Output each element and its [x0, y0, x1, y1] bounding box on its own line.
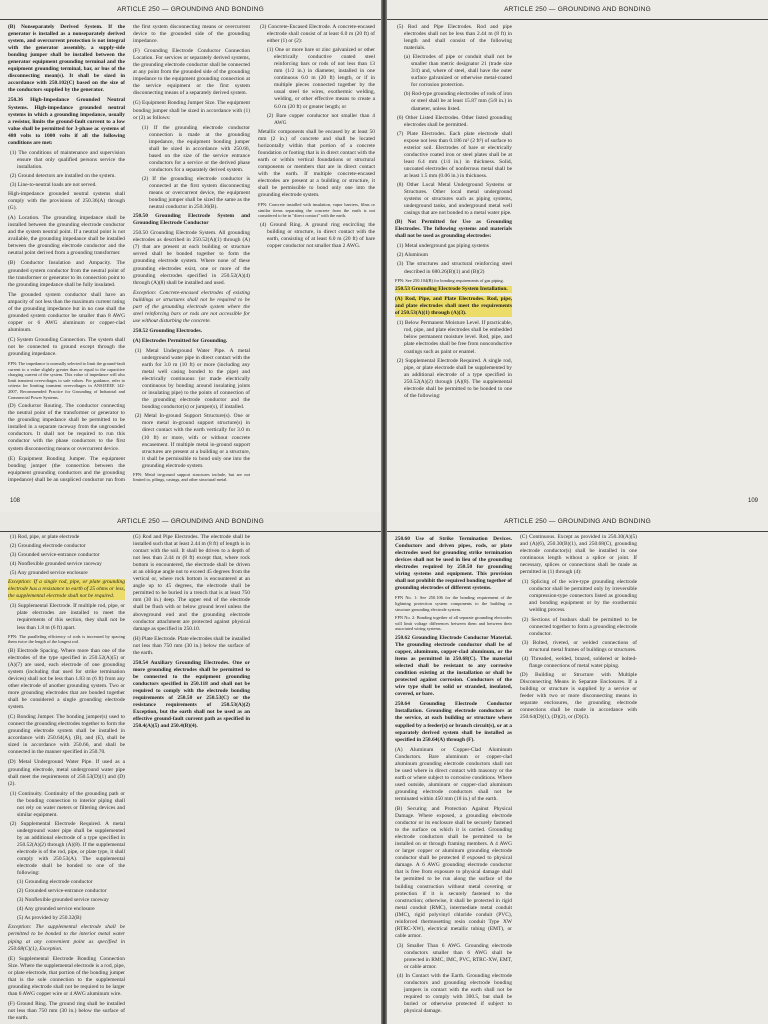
- exception-note: Exception: Concrete-encased electrodes of existing buildings or structures shall not be required to be part of the grounding electrode system where the steel reinforcing bars or rods are not accessible for use without disturbing the concrete.: [133, 289, 250, 324]
- exception-note: Exception: The supplemental electrode shall be permitted to be bonded to the interior metal water piping at any convenient point as specified in 250.68(C)(1), Exception.: [8, 924, 125, 952]
- fine-print-note: FPN: Metal in-ground support structures include, but are not limited to, pilings, casings, and other structural metal.: [133, 471, 250, 483]
- list-item: (7) Plate Electrodes. Each plate electrode shall expose not less than 0.186 m² (2 ft²) of surface to exterior soil. Electrodes of bare or electrically conductive coated iron or steel plates shall be at least 6.4 mm (1/4 in.) in thickness. Solid, uncoated electrodes of nonferrous metal shall be at least 1.5 mm (0.06 in.) in thickness.: [397, 130, 512, 179]
- paragraph: (G) Rod and Pipe Electrodes. The electrode shall be installed such that at least 2.44 m (8 ft) of length is in contact with the soil. It shall be driven to a depth of not less than 2.44 m (8 ft) except that, where rock bottom is encountered, the electrode shall be driven at an oblique angle not to exceed 45 degrees from the vertical or, where rock bottom is encountered at an angle up to 45 degrees, the electrode shall be permitted to be buried in a trench that is at least 750 mm (30 in.) deep. The upper end of the electrode shall be flush with or below ground level unless the aboveground end and the grounding electrode conductor attachment are protected against physical damage as specified in 250.10.: [133, 534, 250, 632]
- list-item: (1) Rod, pipe, or plate electrode: [10, 534, 80, 540]
- paragraph: (C) System Grounding Connection. The system shall not be connected to ground except through the grounding impedance.: [8, 336, 125, 358]
- paragraph: 250.50 Grounding Electrode System. All grounding electrodes as described in 250.52(A)(1) through (A)(7) that are present at each building or structure served shall be bonded together to form the grounding electrode system. Where none of these grounding electrodes exist, one or more of the grounding electrodes specified in 250.52(A)(4) through (A)(8) shall be installed and used.: [133, 230, 250, 286]
- fine-print-note: FPN: The impedance is normally selected to limit the ground-fault current to a value slightly greater than or equal to the capacitive charging current of the system. This value of impedance will also limit transient overvoltages to safe values. For guidance, refer to criteria for limiting transient overvoltages in ANSI/IEEE 142-2007, Recommended Practice for Grounding of Industrial and Commercial Power Systems.: [8, 361, 125, 400]
- paragraph: High-impedance grounded neutral systems shall comply with the provisions of 250.36(A) through (G).: [8, 191, 125, 212]
- section-heading: 250.62 Grounding Electrode Conductor Material. The grounding electrode conductor shall be of copper, aluminum, copper-clad aluminum, or the items as permitted in 250.68(C). The material selected shall be resistant to any corrosive condition existing at the installation or shall be protected against corrosion. Conductors of the wire type shall be solid or stranded, insulated, covered, or bare.: [395, 634, 512, 698]
- list-item: (1) Continuity. Continuity of the grounding path or the bonding connection to interior piping shall not rely on water meters or filtering devices and similar equipment.: [10, 790, 125, 818]
- list-item: (1) The conditions of maintenance and supervision ensure that only qualified persons service the installation.: [10, 149, 125, 170]
- paragraph: (A) Location. The grounding impedance shall be installed between the grounding electrode conductor and the system neutral point. If a neutral point is not available, the grounding impedance shall be installed between the grounding electrode conductor and the neutral point derived from a grounding transformer.: [8, 215, 125, 257]
- paragraph: Metallic components shall be encased by at least 50 mm (2 in.) of concrete and shall be located horizontally within that portion of a concrete foundation or footing that is in direct contact with the earth or within vertical foundations or structural components or members that are in direct contact with the earth. If multiple concrete-encased electrodes are present at a building or structure, it shall be permissible to bond only one into the grounding electrode system.: [258, 128, 375, 199]
- paragraph: (G) Equipment Bonding Jumper Size. The equipment bonding jumper shall be sized in accordance with (1) or (2) as follows:: [133, 100, 250, 121]
- running-header: ARTICLE 250 — GROUNDING AND BONDING: [0, 6, 381, 20]
- list-item: (3) Nonflexible grounded service raceway: [17, 897, 109, 904]
- list-item: (5) Rod and Pipe Electrodes. Rod and pipe electrodes shall not be less than 2.44 m (8 ft) in length and shall consist of the following materials.: [397, 24, 512, 52]
- paragraph: (C) Bonding Jumper. The bonding jumper(s) used to connect the grounding electrodes together to form the grounding electrode system shall be installed in accordance with 250.64(A), (B), and (E), shall be sized in accordance with 250.66, and shall be connected in the manner specified in 250.70.: [8, 714, 125, 756]
- page-number: 108: [10, 498, 21, 504]
- text-columns: [8, 534, 375, 1024]
- subsection-paragraph: (B) Not Permitted for Use as Grounding Electrodes. The following systems and materials shall not be used as grounding electrodes:: [395, 219, 512, 240]
- list-item: (b) Rod-type grounding electrodes of rods of iron or steel shall be at least 15.87 mm (5/8 in.) in diameter, unless listed.: [404, 91, 512, 112]
- paragraph: (B) Securing and Protection Against Physical Damage. Where exposed, a grounding electrode conductor or its enclosure shall be securely fastened to the surface on which it is carried. Grounding electrode conductors shall be permitted to be installed on or through framing members. A 4 AWG or larger copper or aluminum grounding electrode conductor shall be protected if exposed to physical damage. A 6 AWG grounding electrode conductor that is free from exposure to physical damage shall be permitted to be run along the surface of the building construction without metal covering or protection if it is securely fastened to the construction; otherwise, it shall be protected in rigid metal conduit (RMC), intermediate metal conduit (IMC), rigid polyvinyl chloride conduit (PVC), reinforced thermosetting resin conduit Type XW (RTRC-XW), electrical metallic tubing (EMT), or cable armor.: [395, 806, 512, 939]
- fine-print-note: FPN No. 1: See 250.106 for the bonding requirement of the lightning protection system components to the building or structure grounding electrode system.: [395, 595, 512, 612]
- subsection-paragraph: (A) Electrodes Permitted for Grounding.: [133, 337, 228, 344]
- bottom-spread: [0, 512, 768, 1024]
- list-item: (8) Other Local Metal Underground Systems or Structures. Other local metal underground systems or structures such as piping systems, underground tanks, and underground metal well casings that are not bonded to a metal water pipe.: [397, 181, 512, 217]
- list-item: (5) As provided by 250.32(B): [17, 915, 82, 922]
- paragraph: (H) Plate Electrode. Plate electrodes shall be installed not less than 750 mm (30 in.) below the surface of the earth.: [133, 635, 250, 656]
- list-item: (1) Grounding electrode conductor: [17, 879, 93, 886]
- highlighted-section-heading: 250.53 Grounding Electrode System Installation.: [395, 286, 512, 293]
- paragraph: (F) Grounding Electrode Conductor Connection Location. For services or separately derived systems, the grounding electrode conductor shall be connected at any point from the grounded side of the grounding impedance to the equipment grounding connection at the service equipment or the first system disconnecting means of a separately derived system.: [133, 48, 250, 97]
- list-item: (3) Grounded service-entrance conductor: [10, 552, 100, 559]
- list-item: (4) Any grounded service enclosure: [17, 906, 95, 913]
- text-columns: [395, 534, 762, 1024]
- list-item: (6) Other Listed Electrodes. Other listed grounding electrodes shall be permitted.: [397, 114, 512, 128]
- list-item: (1) One or more bare or zinc galvanized or other electrically conductive coated steel reinforcing bars or rods of not less than 13 mm (1/2 in.) in diameter, installed in one continuous 6.0 m (20 ft) length, or if in multiple pieces connected together by the usual steel tie wires, exothermic welding, welding, or other effective means to create a 6.0 m (20 ft) or greater length; or: [267, 47, 375, 110]
- fine-print-note: FPN: See 250.104(B) for bonding requirements of gas piping.: [395, 277, 504, 283]
- list-item: (3) Bolted, riveted, or welded connections of structural metal frames of buildings or structures.: [522, 639, 637, 653]
- list-item: (4) Nonflexible grounded service raceway: [10, 561, 102, 568]
- list-item: (1) Below Permanent Moisture Level. If practicable, rod, pipe, and plate electrodes shall be embedded below permanent moisture level. Rod, pipe, and plate electrodes shall be free from nonconductive coatings such as paint or enamel.: [397, 320, 512, 355]
- fine-print-note: FPN No. 2: Bonding together of all separate grounding electrodes will limit voltage differences between them and between their associated wiring systems.: [395, 615, 512, 632]
- list-item: (2) Supplemental Electrode Required. A metal underground water pipe shall be supplemented by an additional electrode of a type specified in 250.52(A)(2) through (A)(8). If the supplemental electrode is of the rod, pipe, or plate type, it shall comply with 250.53(A). The supplemental electrode shall be bonded to one of the following:: [10, 820, 125, 877]
- running-header: ARTICLE 250 — GROUNDING AND BONDING: [387, 6, 768, 20]
- page-111: [387, 512, 768, 1024]
- list-item: (3) Supplemental Electrode. If multiple rod, pipe, or plate electrodes are installed to meet the requirements of this section, they shall not be less than 1.8 m (6 ft) apart.: [10, 603, 125, 631]
- paragraph: (B) Electrode Spacing. Where more than one of the electrodes of the type specified in 250.52(A)(5) or (A)(7) are used, each electrode of one grounding system (including that used for strike termination devices) shall not be less than 1.83 m (6 ft) from any other electrode of another grounding system. Two or more grounding electrodes that are bonded together shall be considered a single grounding electrode system.: [8, 647, 125, 711]
- list-item: (4) In Contact with the Earth. Grounding electrode conductors and grounding electrode bonding jumpers in contact with the earth shall not be required to comply with 300.5, but shall be buried or otherwise protected if subject to physical damage.: [397, 973, 512, 1015]
- list-item: (3) The structures and structural reinforcing steel described in 680.26(B)(1) and (B)(2): [397, 261, 512, 275]
- page-number: 109: [747, 498, 758, 504]
- list-item: (4) Threaded, welded, brazed, soldered or bolted-flange connections of metal water piping.: [522, 655, 637, 669]
- paragraph: (C) Continuous. Except as provided in 250.30(A)(5) and (A)(6), 250.30(B)(1), and 250.68(C), grounding electrode conductor(s) shall be installed in one continuous length without a splice or joint. If necessary, splices or connections shall be made as permitted in (1) through (4):: [520, 534, 637, 576]
- section-heading: 250.60 Use of Strike Termination Devices. Conductors and driven pipes, rods, or plate electrodes used for grounding strike termination devices shall not be used in lieu of the grounding electrodes required by 250.50 for grounding wiring systems and equipment. This provision shall not prohibit the required bonding together of grounding electrodes of different systems.: [395, 536, 512, 592]
- list-item: (1) Metal Underground Water Pipe. A metal underground water pipe in direct contact with the earth for 3.0 m (10 ft) or more (including any metal well casing bonded to the pipe) and electrically continuous (or made electrically continuous by bonding around insulating joints or insulating pipe) to the points of connection of the grounding electrode conductor and the bonding conductor(s) or jumper(s), if installed.: [135, 347, 250, 411]
- list-item: (5) Any grounded service enclosure: [10, 570, 88, 577]
- section-heading: 250.54 Auxiliary Grounding Electrodes. One or more grounding electrodes shall be permitted to be connected to the equipment grounding conductors specified in 250.118 and shall not be required to comply with the electrode bonding requirements of 250.50 or 250.53(C) or the resistance requirements of 250.53(A)(2) Exception, but the earth shall not be used as an effective ground-fault current path as specified in 250.4(A)(5) and 250.4(B)(4).: [133, 659, 250, 730]
- paragraph: (E) Supplemental Electrode Bonding Connection Size. Where the supplemental electrode is a rod, pipe, or plate electrode, that portion of the bonding jumper that is the sole connection to the supplemental grounding electrode shall not be required to be larger than 6 AWG copper wire or 4 AWG aluminum wire.: [8, 955, 125, 997]
- paragraph: (D) Metal Underground Water Pipe. If used as a grounding electrode, metal underground water pipe shall meet the requirements of 250.53(D)(1) and (D)(2).: [8, 759, 125, 787]
- paragraph: (D) Conductor Routing. The conductor connecting the neutral point of the transformer or generator to the grounding impedance shall be permitted to be installed in a separate raceway from the ungrounded conductors. It shall not be required to run this conductor with the phase conductors to the first system disconnecting means or overcurrent device.: [8, 403, 125, 452]
- running-header: ARTICLE 250 — GROUNDING AND BONDING: [387, 518, 768, 532]
- paragraph: (D) Building or Structure with Multiple Disconnecting Means in Separate Enclosures. If a building or structure is supplied by a service or feeder with two or more disconnecting means in separate enclosures, the grounding electrode connections shall be made in accordance with 250.64(D)(1), (D)(2), or (D)(3).: [520, 671, 637, 721]
- section-heading: 250.52 Grounding Electrodes.: [133, 327, 202, 334]
- text-columns: [395, 24, 762, 490]
- paragraph: (E) Equipment Bonding Jumper. The equipment bonding jumper (the connection between the equipment grounding conductors and the grounding impedance) shall be an unspliced conductor run from the first system disconnecting means or overcurrent device to the grounded side of the grounding impedance.: [8, 24, 250, 483]
- list-item: (3) Concrete-Encased Electrode. A concrete-encased electrode shall consist of at least 6.0 m (20 ft) of either (1) or (2):: [260, 24, 375, 45]
- text-columns: [8, 24, 375, 490]
- fine-print-note: FPN: The paralleling efficiency of rods is increased by spacing them twice the length of the longest rod.: [8, 633, 125, 645]
- list-item: (2) Supplemental Electrode Required. A single rod, pipe, or plate electrode shall be supplemented by an additional electrode of a type specified in 250.52(A)(2) through (A)(8). The supplemental electrode shall be permitted to be bonded to one of the following:: [397, 357, 512, 399]
- list-item: (2) Grounding electrode conductor: [10, 543, 86, 550]
- list-item: (2) Aluminum: [397, 252, 428, 259]
- list-item: (3) Smaller Than 6 AWG. Grounding electrode conductors smaller than 6 AWG shall be protected in RMC, IMC, PVC, RTRC-XW, EMT, or cable armor.: [397, 942, 512, 971]
- list-item: (2) Metal In-ground Support Structure(s). One or more metal in-ground support structure(s) in direct contact with the earth vertically for 3.0 m (10 ft) or more, with or without concrete encasement. If multiple metal in-ground support structures are present at a building or a structure, it shall be permissible to bond only one into the grounding electrode system.: [135, 413, 250, 469]
- paragraph: The grounded system conductor shall have an ampacity of not less than the maximum current rating of the grounding impedance but in no case shall the grounded system conductor be smaller than 8 AWG copper or 6 AWG aluminum or copper-clad aluminum.: [8, 291, 125, 333]
- running-header: ARTICLE 250 — GROUNDING AND BONDING: [0, 518, 381, 532]
- page-108: [0, 0, 381, 512]
- list-item: (1) Splicing of the wire-type grounding electrode conductor shall be permitted only by irreversible compression-type connectors listed as grounding and bonding equipment or by the exothermic welding process.: [522, 579, 637, 614]
- paragraph: (F) Ground Ring. The ground ring shall be installed not less than 750 mm (30 in.) below the surface of the earth.: [8, 1000, 125, 1021]
- section-heading: 250.36 High-Impedance Grounded Neutral Systems. High-impedance grounded neutral systems in which a grounding impedance, usually a resistor, limits the ground-fault current to a low value shall be permitted for 3-phase ac systems of 480 volts to 1000 volts if all the following conditions are met:: [8, 97, 125, 146]
- paragraph: (A) Aluminum or Copper-Clad Aluminum Conductors. Bare aluminum or copper-clad aluminum grounding electrode conductors shall not be used where in direct contact with masonry or the earth or where subject to corrosive conditions. Where used outside, aluminum or copper-clad aluminum grounding electrode conductors shall not be terminated within 450 mm (18 in.) of the earth.: [395, 746, 512, 802]
- subsection-paragraph: (B) Nonseparately Derived System. If the generator is installed as a nonseparately derived system, and overcurrent protection is not integral with the generator assembly, a supply-side bonding jumper shall be installed between the generator equipment grounding terminal and the equipment grounding terminal, bar, or bus of the disconnecting mean(s). It shall be sized in accordance with 250.102(C) based on the size of the conductors supplied by the generator.: [8, 24, 125, 94]
- highlighted-subsection-paragraph: (A) Rod, Pipe, and Plate Electrodes. Rod, pipe, and plate electrodes shall meet the requirements of 250.53(A)(1) through (A)(3).: [395, 296, 512, 317]
- fine-print-note: FPN: Concrete installed with insulation, vapor barriers, films or similar items separating the concrete from the earth is not considered to be in "direct contact" with the earth.: [258, 202, 375, 219]
- list-item: (a) Electrodes of pipe or conduit shall not be smaller than metric designator 21 (trade size 3/4) and, where of steel, shall have the outer surface galvanized or otherwise metal-coated for corrosion protection.: [404, 54, 512, 89]
- list-item: (2) If the grounding electrode conductor is connected at the first system disconnecting means or overcurrent device, the equipment bonding jumper shall be sized the same as the neutral conductor in 250.36(B).: [142, 175, 250, 211]
- section-heading: 250.50 Grounding Electrode System and Grounding Electrode Conductor: [133, 213, 250, 227]
- list-item: (1) Metal underground gas piping systems: [397, 243, 489, 250]
- paragraph: (B) Conductor Insulation and Ampacity. The grounded system conductor from the neutral point of the transformer or generator to its connection point to the grounding impedance shall be fully insulated.: [8, 260, 125, 288]
- highlighted-exception-note: Exception: If a single rod, pipe, or plate grounding electrode has a resistance to earth of 25 ohms or less, the supplemental electrode shall not be required.: [8, 579, 125, 600]
- list-item: (2) Bare copper conductor not smaller than 4 AWG: [267, 112, 375, 126]
- list-item: (4) Ground Ring. A ground ring encircling the building or structure, in direct contact with the earth, consisting of at least 6.0 m (20 ft) of bare copper conductor not smaller than 2 AWG.: [260, 221, 375, 250]
- list-item: (3) Line-to-neutral loads are not served.: [10, 181, 97, 188]
- list-item: (1) If the grounding electrode conductor connection is made at the grounding impedance, the equipment bonding jumper shall be sized in accordance with 250.66, based on the size of the service entrance conductors for a service or the derived phase conductors for a separately derived system.: [142, 124, 250, 173]
- list-item: (2) Sections of busbars shall be permitted to be connected together to form a grounding electrode conductor.: [522, 616, 637, 637]
- list-item: (2) Grounded service-entrance conductor: [17, 888, 107, 895]
- page-110: [0, 512, 381, 1024]
- list-item: (2) Ground detectors are installed on the system.: [10, 172, 116, 179]
- page-109: [387, 0, 768, 512]
- section-heading: 250.64 Grounding Electrode Conductor Installation. Grounding electrode conductors at the service, at each building or structure where supplied by a feeder(s) or branch circuit(s), or at a separately derived system shall be installed as specified in 250.64(A) through (F).: [395, 701, 512, 743]
